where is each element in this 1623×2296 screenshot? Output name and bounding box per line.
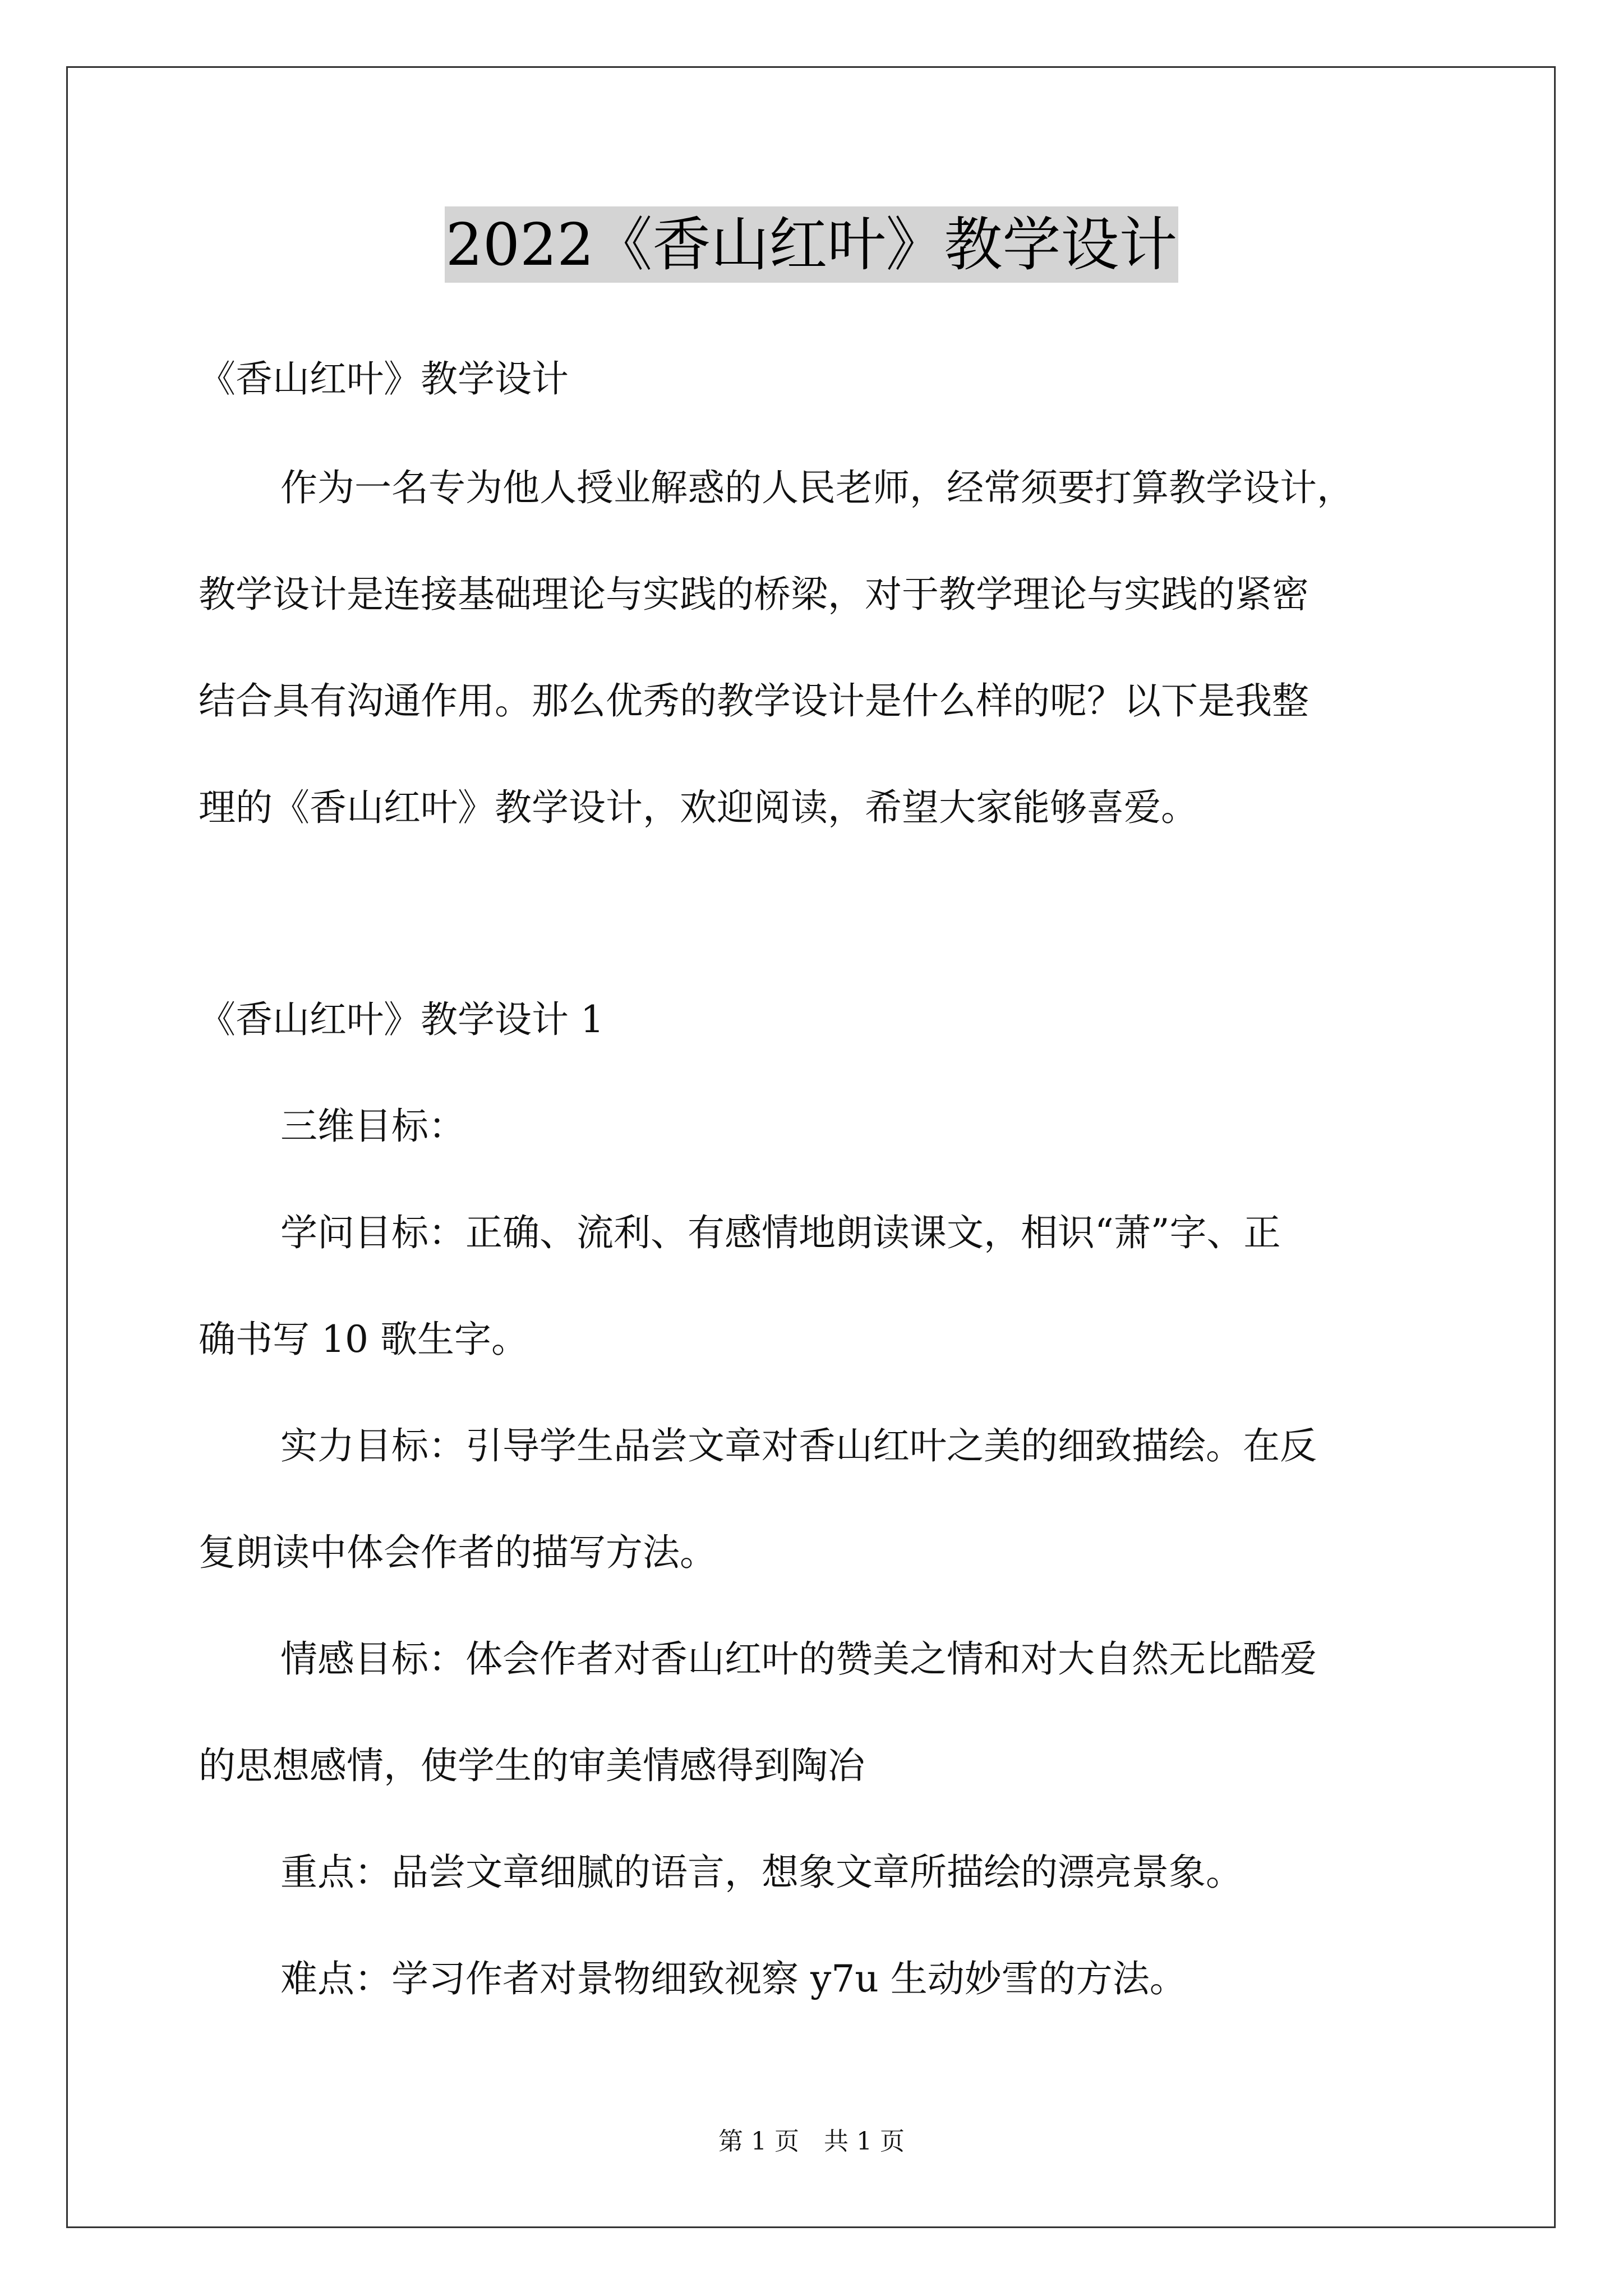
knowledge-goal-line-1: 学问目标：正确、流利、有感情地朗读课文，相识“萧”字、正 bbox=[280, 1211, 1281, 1254]
document-title: 2022《香山红叶》教学设计 bbox=[445, 206, 1179, 283]
key-point: 重点：品尝文章细腻的语言，想象文章所描绘的漂亮景象。 bbox=[280, 1851, 1243, 1894]
knowledge-goal-line-2: 确书写 10 歌生字。 bbox=[199, 1318, 528, 1361]
page-footer: 第 1 页 共 1 页 bbox=[718, 2127, 905, 2156]
intro-line-3: 结合具有沟通作用。那么优秀的教学设计是什么样的呢？以下是我整 bbox=[199, 679, 1309, 723]
emotion-goal-line-1: 情感目标：体会作者对香山红叶的赞美之情和对大自然无比酷爱 bbox=[280, 1637, 1317, 1681]
intro-line-2: 教学设计是连接基础理论与实践的桥梁，对于教学理论与实践的紧密 bbox=[199, 573, 1309, 616]
emotion-goal-line-2: 的思想感情，使学生的审美情感得到陶冶 bbox=[199, 1744, 865, 1787]
ability-goal-line-1: 实力目标：引导学生品尝文章对香山红叶之美的细致描绘。在反 bbox=[280, 1424, 1317, 1467]
section-heading: 《香山红叶》教学设计 1 bbox=[199, 998, 604, 1041]
intro-line-4: 理的《香山红叶》教学设计，欢迎阅读，希望大家能够喜爱。 bbox=[199, 786, 1198, 829]
difficulty: 难点：学习作者对景物细致视察 y7u 生动妙雪的方法。 bbox=[280, 1957, 1187, 2000]
goals-heading: 三维目标： bbox=[280, 1105, 465, 1148]
intro-line-1: 作为一名专为他人授业解惑的人民老师，经常须要打算教学设计， bbox=[280, 466, 1354, 509]
ability-goal-line-2: 复朗读中体会作者的描写方法。 bbox=[199, 1531, 717, 1574]
subtitle: 《香山红叶》教学设计 bbox=[199, 357, 569, 401]
title-container bbox=[0, 206, 1623, 283]
